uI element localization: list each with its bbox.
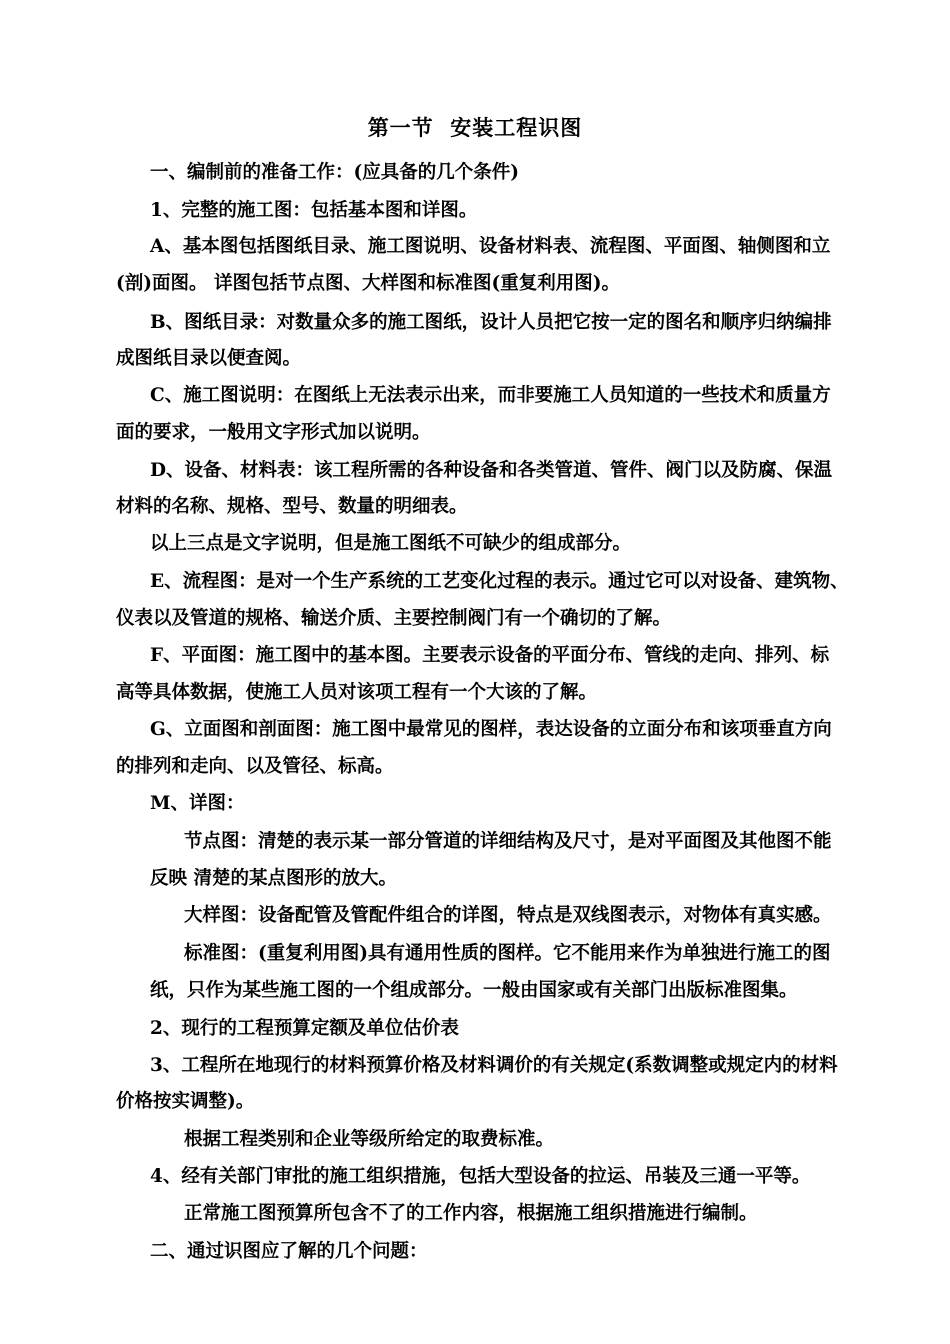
paragraph-line: 仪表以及管道的规格、输送介质、主要控制阀门有一个确切的了解。 — [116, 608, 672, 629]
section-heading-1: 一、编制前的准备工作：(应具备的几个条件) — [150, 162, 520, 183]
paragraph-line: 成图纸目录以便查阅。 — [116, 348, 302, 369]
paragraph-line: 以上三点是文字说明，但是施工图纸不可缺少的组成部分。 — [150, 533, 632, 554]
paragraph-line: 面的要求，一般用文字形式加以说明。 — [116, 422, 431, 443]
page-title: 第一节 安装工程识图 — [367, 115, 583, 140]
paragraph-line: (剖)面图。 详图包括节点图、大样图和标准图(重复利用图)。 — [116, 273, 620, 294]
paragraph-line: 4、经有关部门审批的施工组织措施，包括大型设备的拉运、吊装及三通一平等。 — [150, 1166, 811, 1187]
paragraph-line: 标准图：(重复利用图)具有通用性质的图样。它不能用来作为单独进行施工的图 — [184, 943, 831, 964]
paragraph-line: 正常施工图预算所包含不了的工作内容，根据施工组织措施进行编制。 — [184, 1203, 758, 1224]
paragraph-line: D、设备、材料表：该工程所需的各种设备和各类管道、管件、阀门以及防腐、保温 — [150, 460, 833, 481]
paragraph-line: M、详图： — [150, 793, 245, 814]
section-heading-2: 二、通过识图应了解的几个问题： — [150, 1241, 428, 1262]
paragraph-line: 高等具体数据，使施工人员对该项工程有一个大该的了解。 — [116, 682, 598, 703]
paragraph-line: A、基本图包括图纸目录、施工图说明、设备材料表、流程图、平面图、轴侧图和立 — [150, 236, 831, 257]
paragraph-line: E、流程图：是对一个生产系统的工艺变化过程的表示。通过它可以对设备、建筑物、 — [150, 571, 849, 592]
paragraph-line: 的排列和走向、以及管径、标高。 — [116, 756, 394, 777]
paragraph-line: 反映 清楚的某点图形的放大。 — [150, 868, 397, 889]
paragraph-line: G、立面图和剖面图：施工图中最常见的图样，表达设备的立面分布和该项垂直方向 — [150, 719, 832, 740]
paragraph-line: 节点图：清楚的表示某一部分管道的详细结构及尺寸，是对平面图及其他图不能 — [184, 831, 832, 852]
paragraph-line: 大样图：设备配管及管配件组合的详图，特点是双线图表示，对物体有真实感。 — [184, 905, 832, 926]
paragraph-line: 3、工程所在地现行的材料预算价格及材料调价的有关规定(系数调整或规定内的材料 — [150, 1055, 838, 1076]
paragraph-line: B、图纸目录：对数量众多的施工图纸，设计人员把它按一定的图名和顺序归纳编排 — [150, 312, 832, 333]
paragraph-line: 材料的名称、规格、型号、数量的明细表。 — [116, 496, 468, 517]
paragraph-line: 纸，只作为某些施工图的一个组成部分。一般由国家或有关部门出版标准图集。 — [150, 980, 798, 1001]
paragraph-line: 价格按实调整)。 — [116, 1091, 255, 1112]
paragraph-line: 根据工程类别和企业等级所给定的取费标准。 — [184, 1129, 555, 1150]
paragraph-line: 1、完整的施工图：包括基本图和详图。 — [150, 200, 478, 221]
paragraph-line: C、施工图说明：在图纸上无法表示出来，而非要施工人员知道的一些技术和质量方 — [150, 385, 831, 406]
paragraph-line: 2、现行的工程预算定额及单位估价表 — [150, 1018, 459, 1039]
paragraph-line: F、平面图：施工图中的基本图。主要表示设备的平面分布、管线的走向、排列、标 — [150, 645, 830, 666]
